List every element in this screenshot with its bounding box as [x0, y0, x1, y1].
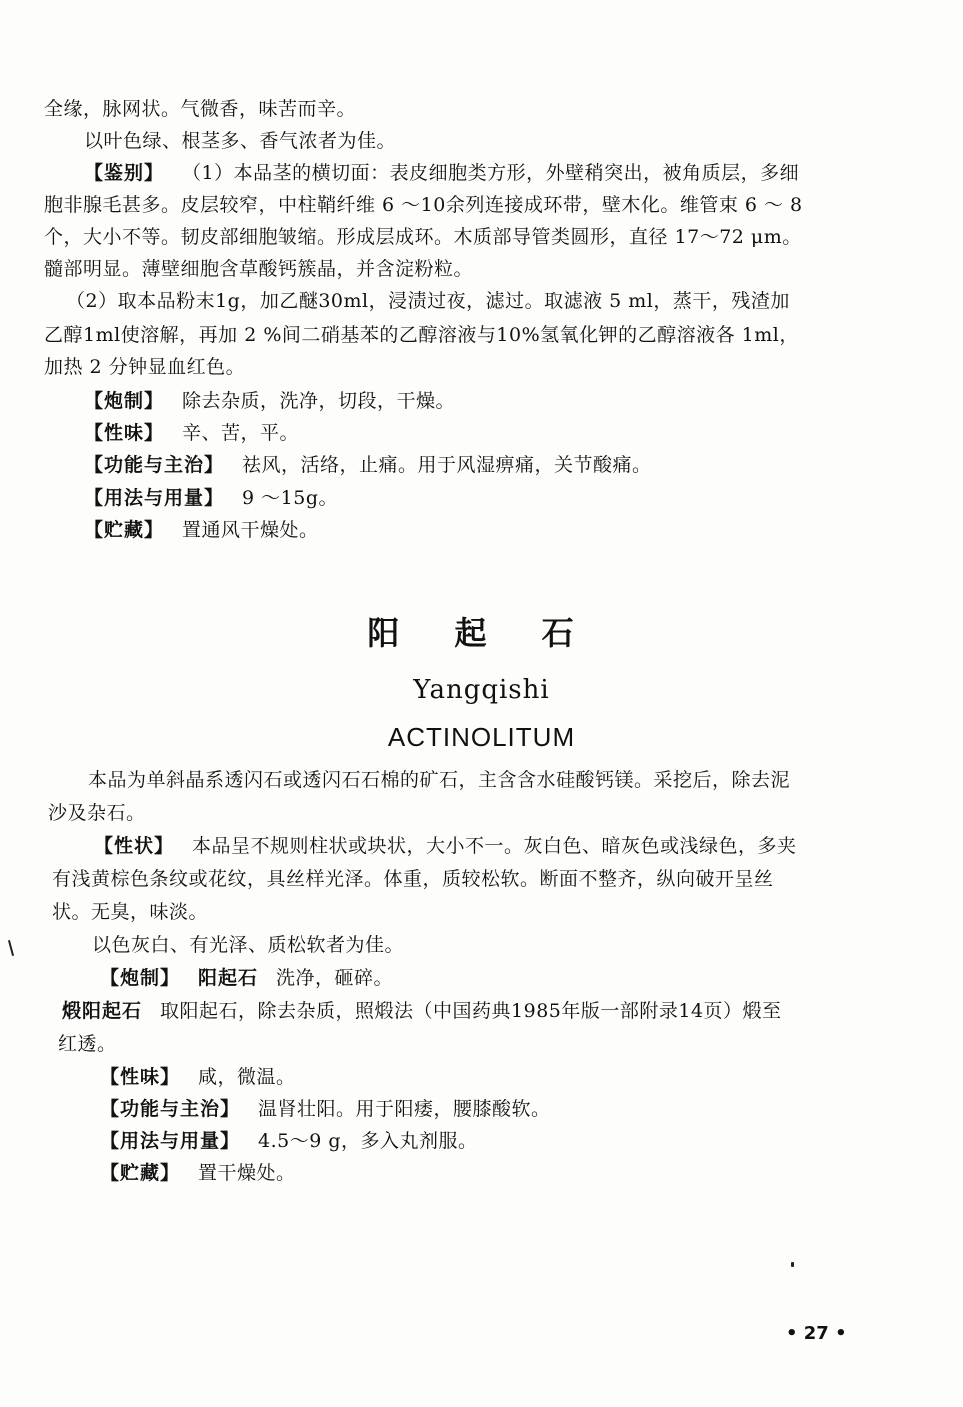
- entry-pinyin: Yangqishi: [413, 675, 550, 705]
- text-span: 9 ～15g。: [242, 487, 338, 509]
- section-tag: 【功能与主治】: [100, 1098, 241, 1120]
- property-para: [0, 1064, 963, 1090]
- text-line: 个，大小不等。韧皮部细胞皱缩。形成层成环。木质部导管类圆形，直径 17～72 μm。: [44, 226, 802, 248]
- processing-para: [0, 965, 963, 991]
- storage-para: [0, 517, 963, 543]
- text-span: 取阳起石，除去杂质，照煅法（中国药典1985年版一部附录14页）煅至: [160, 1000, 782, 1022]
- text-line: 有浅黄棕色条纹或花纹，具丝样光泽。体重，质较松软。断面不整齐，纵向破开呈丝: [52, 868, 774, 890]
- text-line: 乙醇1ml使溶解，再加 2 %间二硝基苯的乙醇溶液与10%氢氧化钾的乙醇溶液各 1ml，: [44, 324, 799, 346]
- section-tag: 【鉴别】: [84, 162, 165, 184]
- text-line: 髓部明显。薄壁细胞含草酸钙簇晶，并含淀粉粒。: [44, 258, 474, 280]
- text-span: （1）本品茎的横切面：表皮细胞类方形，外壁稍突出，被角质层，多细: [182, 162, 800, 184]
- entry-title: 阳 起 石: [367, 614, 596, 652]
- text-line: 全缘，脉网状。气微香，味苦而辛。: [44, 98, 357, 120]
- text-span: 除去杂质，洗净，切段，干燥。: [182, 390, 456, 412]
- text-span: 洗净，砸碎。: [276, 967, 394, 989]
- section-tag: 【炮制】: [84, 390, 165, 412]
- text-span: 置通风干燥处。: [182, 519, 319, 541]
- property-para: [0, 420, 963, 446]
- text-line: 本品为单斜晶系透闪石或透闪石石棉的矿石，主含含水硅酸钙镁。采挖后，除去泥: [88, 769, 791, 791]
- text-span: 咸，微温。: [198, 1066, 296, 1088]
- section-tag: 【用法与用量】: [84, 487, 225, 509]
- section-tag: 【贮藏】: [100, 1162, 181, 1184]
- page-number: • 27 •: [786, 1323, 847, 1344]
- text-line: 状。无臭，味淡。: [52, 901, 209, 923]
- scan-mark: [791, 1262, 794, 1267]
- section-tag: 【性状】: [94, 835, 175, 857]
- text-line: （2）取本品粉末1g，加乙醚30ml，浸渍过夜，滤过。取滤液 5 ml，蒸干，残渣加: [66, 290, 790, 312]
- function-para: [0, 452, 963, 478]
- section-tag: 【性味】: [84, 422, 165, 444]
- text-span: 4.5～9 g，多入丸剂服。: [258, 1130, 478, 1152]
- text-line: 沙及杂石。: [48, 802, 146, 824]
- entry-latin-name: ACTINOLITUM: [387, 722, 576, 752]
- section-tag: 【用法与用量】: [100, 1130, 241, 1152]
- storage-para: [0, 1160, 963, 1186]
- function-para: [0, 1096, 963, 1122]
- dosage-para: [0, 485, 963, 511]
- text-line: 加热 2 分钟显血红色。: [44, 356, 246, 378]
- processed-item: 煅阳起石: [62, 1000, 143, 1022]
- text-span: 本品呈不规则柱状或块状，大小不一。灰白色、暗灰色或浅绿色，多夹: [192, 835, 797, 857]
- section-tag: 【功能与主治】: [84, 454, 225, 476]
- section-tag: 【贮藏】: [84, 519, 165, 541]
- text-span: 辛、苦，平。: [182, 422, 300, 444]
- text-line: 以叶色绿、根茎多、香气浓者为佳。: [84, 130, 397, 152]
- description-para: [0, 833, 963, 859]
- text-span: 置干燥处。: [198, 1162, 296, 1184]
- processing-para: [0, 388, 963, 414]
- text-line: 以色灰白、有光泽、质松软者为佳。: [92, 934, 405, 956]
- text-line: 胞非腺毛甚多。皮层较窄，中柱鞘纤维 6 ～10余列连接成环带，壁木化。维管束 6 ～ 8: [44, 194, 803, 216]
- section-tag: 【性味】: [100, 1066, 181, 1088]
- processed-item: 阳起石: [198, 967, 259, 989]
- text-span: 祛风，活络，止痛。用于风湿痹痛，关节酸痛。: [242, 454, 652, 476]
- dosage-para: [0, 1128, 963, 1154]
- identification-para: [0, 160, 963, 186]
- text-span: 温肾壮阳。用于阳痿，腰膝酸软。: [258, 1098, 551, 1120]
- section-tag: 【炮制】: [100, 967, 181, 989]
- calcined-para: [0, 998, 963, 1024]
- text-line: 红透。: [58, 1033, 117, 1055]
